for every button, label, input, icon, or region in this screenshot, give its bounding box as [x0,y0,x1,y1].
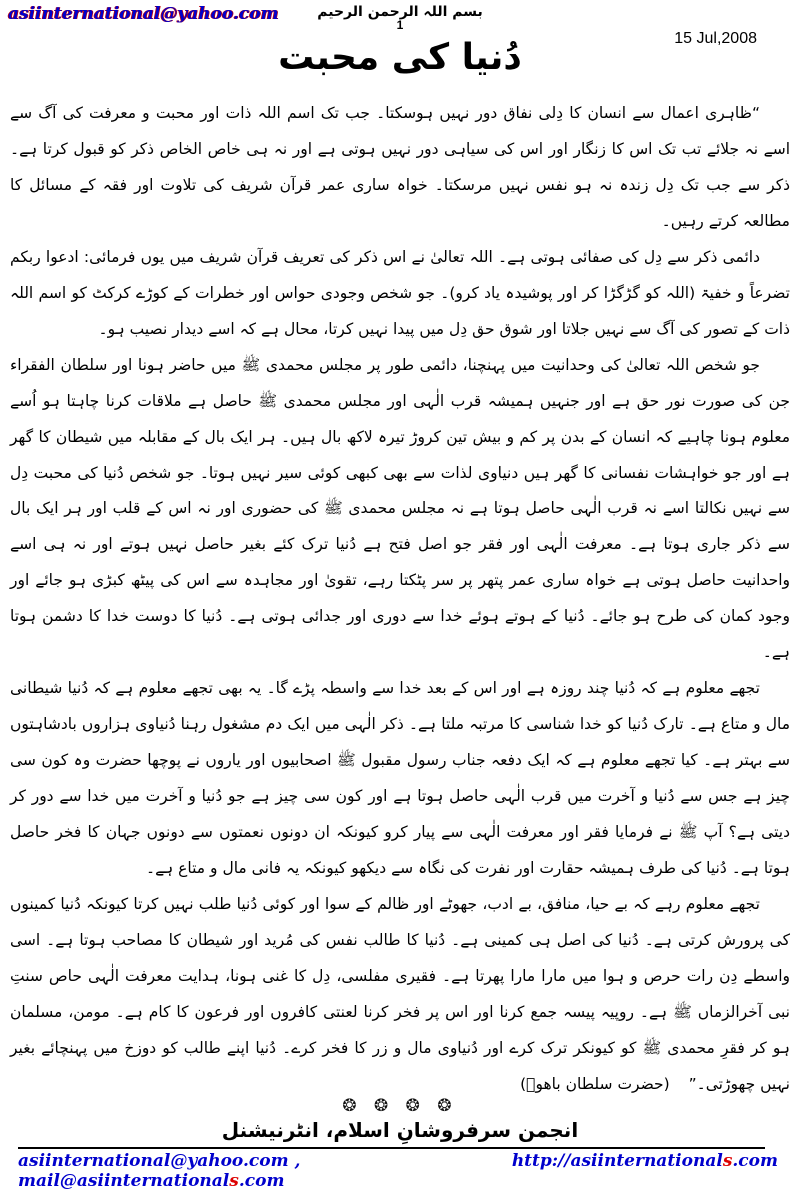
attribution-text: (حضرت سلطان باھوؒ) [520,1074,670,1093]
footer-emails-text: asiinternational@yahoo.com , mail@asiinternational [18,1151,301,1191]
footer-emails-suffix: .com [238,1171,285,1191]
body-paragraph-3: جو شخص اللہ تعالیٰ کی وحدانیت میں پہنچنا، دائمی طور پر مجلس محمدی ﷺ میں حاضر ہونا اور سلطان الفقراء جن کی صورت نور حق ہے اور جنہیں ہمیشہ قرب الٰہی اور مجلس محمدی ﷺ حاصل ہے ملاقات کرنا چاہتا ہو اُسے معلوم ہونا چاہیے کہ انسان کے بدن پر کم و بیش تین کروڑ تیرہ لاکھ بال ہیں۔ ہر ایک بال کے مقابلہ میں شیطان کا گھر ہے اور جو خواہشات نفسانی کا گھر ہیں دنیاوی لذات سے بھی کبھی کوئی سیر نہیں ہوتا۔ جو شخص دُنیا کی محبت دِل سے نہیں نکالتا اسے نہ قرب الٰہی حاصل ہوتا ہے نہ مجلس محمدی ﷺ کی حضوری اور نہ اس کے قلب اور ہر ایک بال سے ذکر جاری ہوتا ہے۔ معرفت الٰہی اور فقر جو اصل فتح ہے دُنیا ترک کئے بغیر حاصل نہیں ہوتے اور نہ ہی اسے واحدانیت حاصل ہوتی ہے خواہ ساری عمر پتھر پر سر پٹکتا رہے، تقویٰ اور مجاہدہ سے اس کی پیٹھ کبڑی ہو جائے اور وجود کمان کی طرح ہو جائے۔ دُنیا کے ہوتے ہوئے خدا سے دوری اور جدائی ہوتی ہے۔ دُنیا کا دوست خدا کا دشمن ہوتا ہے۔ [10,355,790,662]
article-body [10,96,790,1103]
body-paragraph-2: دائمی ذکر سے دِل کی صفائی ہوتی ہے۔ اللہ تعالیٰ نے اس ذکر کی تعریف قرآن شریف میں یوں فرمائی: ادعوا ربکم تضرعاً و خفیۃ (اللہ کو گڑگڑا کر اور پوشیدہ یاد کرو)۔ جو شخص وجودی حواس اور خطرات کے کوڑے کرکٹ کو اسم اللہ ذات کے تصور کی آگ سے نہیں جلاتا اور شوق حق دِل میں پیدا نہیں کرتا، محال ہے کہ اسے دیدار نصیب ہو۔ [10,247,790,338]
footer-url-suffix: .com [732,1151,778,1171]
date-text: 15 Jul,2008 [674,30,757,47]
flower-ornament-icons: ❂ ❂ ❂ ❂ [342,1096,458,1116]
footer-emails-link[interactable] [18,1151,512,1191]
page-title: دُنیا کی محبت [278,37,522,78]
footer-url-red-s: s [722,1151,733,1171]
body-paragraph-5-text: تجھے معلوم رہے کہ بے حیا، منافق، بے ادب، جھوٹے اور ظالم کے سوا اور کوئی دُنیا طلب نہیں کرتا کیونکہ دُنیا کمینوں کی پرورش کرتی ہے۔ دُنیا کی اصل ہی کمینی ہے۔ دُنیا کا طالب نفس کی مُرید اور شیطان کا مصاحب ہوتا ہے۔ اسی واسطے دِن رات حرص و ہوا میں مارا مارا پھرتا ہے۔ فقیری مفلسی، دِل کا غنی ہونا، ہدایت معرفت الٰہی حاص سنتِ نبی آخرالزماں ﷺ ہے۔ روپیہ پیسہ جمع کرنا اور اس پر فخر کرنا لعنتی کافروں اور فرعون کا کام ہے۔ مومن، مسلمان ہو کر فقرِ محمدی ﷺ کو کیونکر ترک کرے اور دُنیاوی مال و زر کا فخر کرے۔ دُنیا اپنے طالب کو دوزخ میں پہنچائے بغیر نہیں چھوڑتی۔” [10,894,790,1093]
footer-emails-red-s: s [229,1171,239,1191]
organization-name: انجمن سرفروشانِ اسلام، انٹرنیشنل [221,1118,579,1142]
header-email-link[interactable]: asiinternational@yahoo.com [8,4,279,24]
body-paragraph-1: “ظاہری اعمال سے انسان کا دِلی نفاق دور نہیں ہوسکتا۔ جب تک اسم اللہ ذات اور محبت و معرفت کی آگ سے اسے نہ جلائے تب تک اس کا زنگار اور اس کی سیاہی دور نہیں ہوتی ہے اور نہ ہی خاص الخاص ذکر کو قبول کرتا ہے۔ ذکر سے جب تک دِل زندہ نہ ہو نفس نہیں مرسکتا۔ خواہ ساری عمر قرآن شریف کی تلاوت اور فقہ کے مسائل کا مطالعہ کرتے رہیں۔ [10,104,790,230]
body-paragraph-5 [10,887,790,1103]
footer-url-link[interactable] [512,1151,778,1191]
footer-divider [18,1147,765,1149]
page-number: 1 [396,18,404,32]
body-paragraph-4: تجھے معلوم ہے کہ دُنیا چند روزہ ہے اور اس کے بعد خدا سے واسطہ پڑے گا۔ یہ بھی تجھے معلوم ہے کہ دُنیا شیطانی مال و متاع ہے۔ تارک دُنیا کو خدا شناسی کا مرتبہ ملتا ہے۔ ذکر الٰہی میں ایک دم مشغول رہنا دُنیاوی ہزاروں بادشاہتوں سے بہتر ہے۔ کیا تجھے معلوم ہے کہ ایک دفعہ جناب رسول مقبول ﷺ اصحابیوں اور یاروں نے پوچھا حضرت وہ کون سی چیز ہے جس سے دُنیا و آخرت میں قرب الٰہی حاصل ہوتا ہے اور کون سی چیز ہے جو دُنیا و آخرت میں خدا سے دور کر دیتی ہے؟ آپ ﷺ نے فرمایا فقر اور معرفت الٰہی سے پیار کرو کیونکہ ان دونوں نعمتوں سے دونوں جہان کا فخر حاصل ہوتا ہے۔ دُنیا کی طرف ہمیشہ حقارت اور نفرت کی نگاہ سے دیکھو کیونکہ یہ فانی مال و متاع ہے۔ [10,679,790,878]
footer-url-text: http://asiinternational [511,1151,723,1171]
bismillah-text: بسم اللہ الرحمن الرحیم [317,4,483,20]
footer [18,1151,778,1191]
